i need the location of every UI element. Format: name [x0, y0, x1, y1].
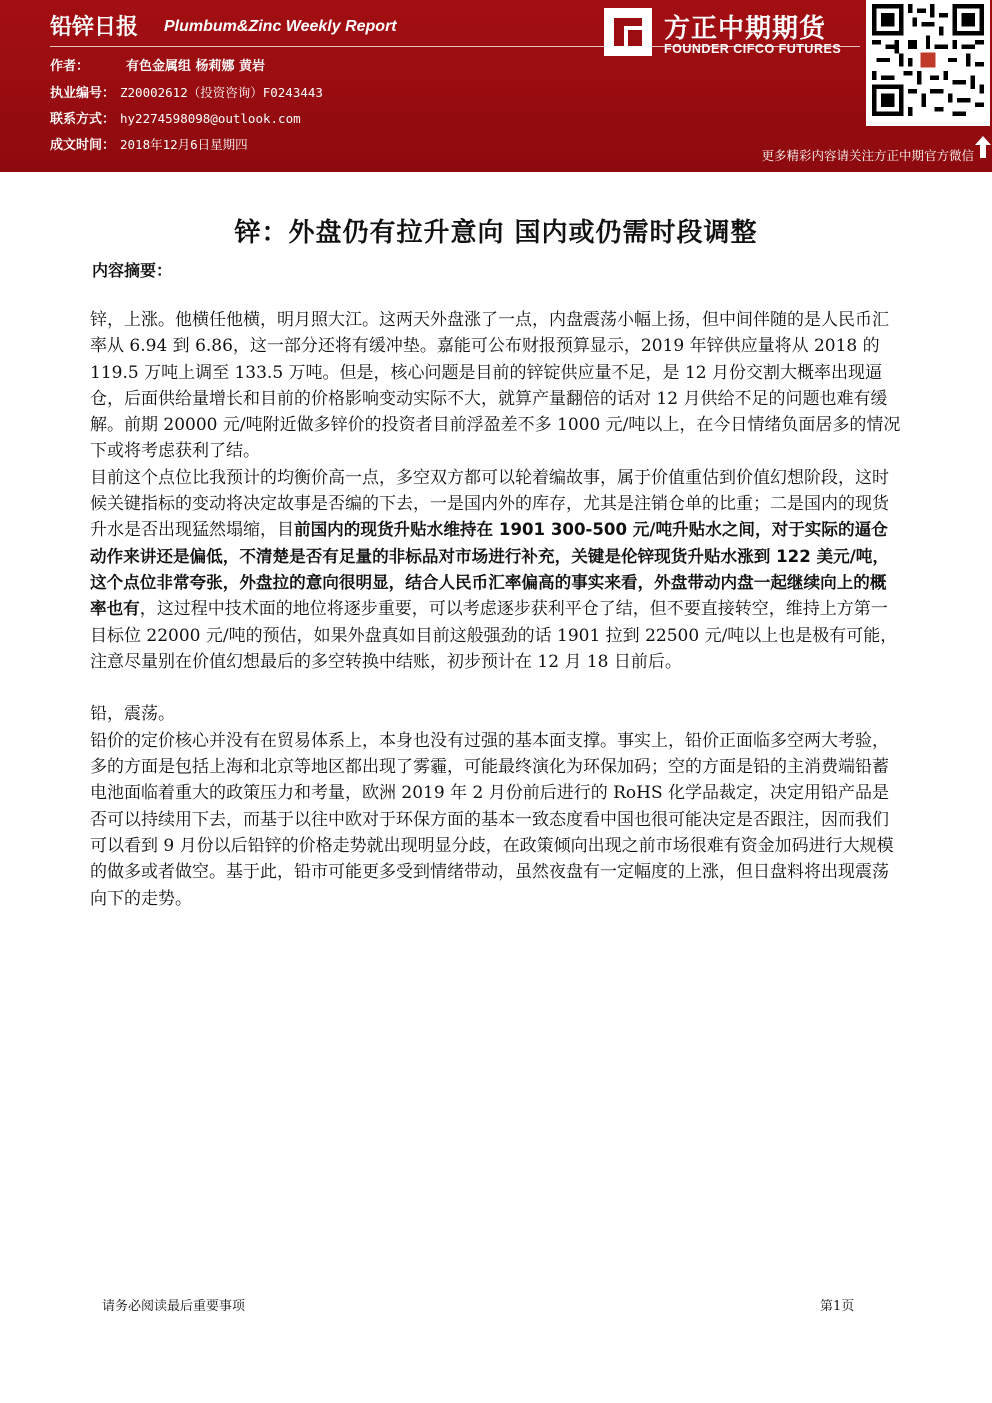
- author-label: 作者：: [50, 59, 90, 74]
- date-row: [50, 134, 248, 153]
- lead-paragraph-1: 铅价的定价核心并没有在贸易体系上，本身也没有过强的基本面支撑。事实上，铅价正面临多空两大考验，多的方面是包括上海和北京等地区都出现了雾霾，可能最终演化为环保加码；空的方面是铅的主消费端铅蓄电池面临着重大的政策压力和考量，欧洲 2019 年 2 月份前后进行的 RoHS 化学品裁定，决定用铅产品是否可以持续用下去，而基于以往中欧对于环保方面的基本一致态度看中国也很可能决定是否跟注，因而我们可以看到 9 月份以后铅锌的价格走势就出现明显分歧，在政策倾向出现之前市场很难有资金加码进行大规模的做多或者做空。基于此，铅市可能更多受到情绪带动，虽然夜盘有一定幅度的上涨，但日盘料将出现震荡向下的走势。: [90, 730, 894, 909]
- zinc-p2-tail: ，这过程中技术面的地位将逐步重要，可以考虑逐步获利平仓了结，但不要直接转空，维持上方第一目标位 22000 元/吨的预估，如果外盘真如目前这般强劲的话 1901 拉到 22500 元/吨以上也是极有可能，注意尽量别在价值幻想最后的多空转换中结账，初步预计在 12 月 18 日前后。: [90, 599, 898, 672]
- license-value: Z20002612（投资咨询）F0243443: [120, 85, 323, 100]
- zinc-paragraph-2: [90, 465, 902, 675]
- author-value: 有色金属组 杨莉娜 黄岩: [126, 59, 266, 74]
- lead-heading: 铅，震荡。: [90, 704, 175, 725]
- page-number: 第1页: [820, 1299, 855, 1314]
- logo-text-en: FOUNDER CIFCO FUTURES: [664, 42, 842, 56]
- zinc-p2-emphasis: 前国内的现货升贴水维持在 1901 300-500 元/吨升贴水之间，对于实际的逼仓动作来讲还是偏低，不清楚是否有足量的非标品对市场进行补充，关键是伦锌现货升贴水涨到 122 美元/吨，这个点位非常夸张，外盘拉的意向很明显，结合人民币汇率偏高的事实来看，外盘带动内盘一起继续向上的概率也有: [90, 520, 889, 619]
- contact-email[interactable]: hy2274598098@outlook.com: [120, 111, 301, 126]
- report-body: [90, 307, 902, 912]
- abstract-label: 内容摘要：: [92, 261, 173, 280]
- founder-logo-icon: [604, 8, 652, 56]
- company-logo: [604, 8, 860, 58]
- footer-notice: 请务必阅读最后重要事项: [102, 1299, 246, 1314]
- date-label: 成文时间：: [50, 138, 116, 153]
- zinc-paragraph-1: 锌，上涨。他横任他横，明月照大江。这两天外盘涨了一点，内盘震荡小幅上扬，但中间伴随的是人民币汇率从 6.94 到 6.86，这一部分还将有缓冲垫。嘉能可公布财报预算显示，2019 年锌供应量将从 2018 的 119.5 万吨上调至 133.5 万吨。但是，核心问题是目前的锌锭供应量不足，是 12 月份交割大概率出现逼仓，后面供给量增长和目前的价格影响变动实际不大，就算产量翻倍的话对 12 月供给不足的问题也难有缓解。前期 20000 元/吨附近做多锌价的投资者目前浮盈差不多 1000 元/吨以上，在今日情绪负面居多的情况下或将考虑获利了结。: [90, 310, 901, 462]
- license-row: [50, 82, 323, 101]
- follow-wechat-text: 更多精彩内容请关注方正中期官方微信: [761, 148, 974, 163]
- qr-code-icon: [872, 4, 984, 116]
- paragraph-gap: [90, 675, 902, 701]
- contact-label: 联系方式：: [50, 112, 116, 127]
- report-header-banner: [0, 0, 992, 172]
- zinc-p2-lead: 目前这个点位比我预计的均衡价高一点，多空双方都可以轮着编故事，属于价值重估到价值幻想阶段，这时候关键指标的变动将决定故事是否编的下去，一是国内外的库存，尤其是注销仓单的比重；二是国内的现货升水是否出现猛然塌缩，目: [90, 467, 889, 541]
- logo-text-cn: 方正中期期货: [664, 14, 827, 44]
- date-value: 2018年12月6日星期四: [120, 137, 248, 152]
- brand-title-en: Plumbum&Zinc Weekly Report: [164, 18, 397, 35]
- arrow-up-icon: [974, 134, 992, 160]
- contact-row: [50, 108, 301, 127]
- report-title: 锌：外盘仍有拉升意向 国内或仍需时段调整: [234, 218, 758, 248]
- author-row: [50, 55, 265, 74]
- license-label: 执业编号：: [50, 86, 116, 101]
- wechat-qr-code: [866, 0, 990, 126]
- brand-title-cn: 铅锌日报: [50, 15, 139, 40]
